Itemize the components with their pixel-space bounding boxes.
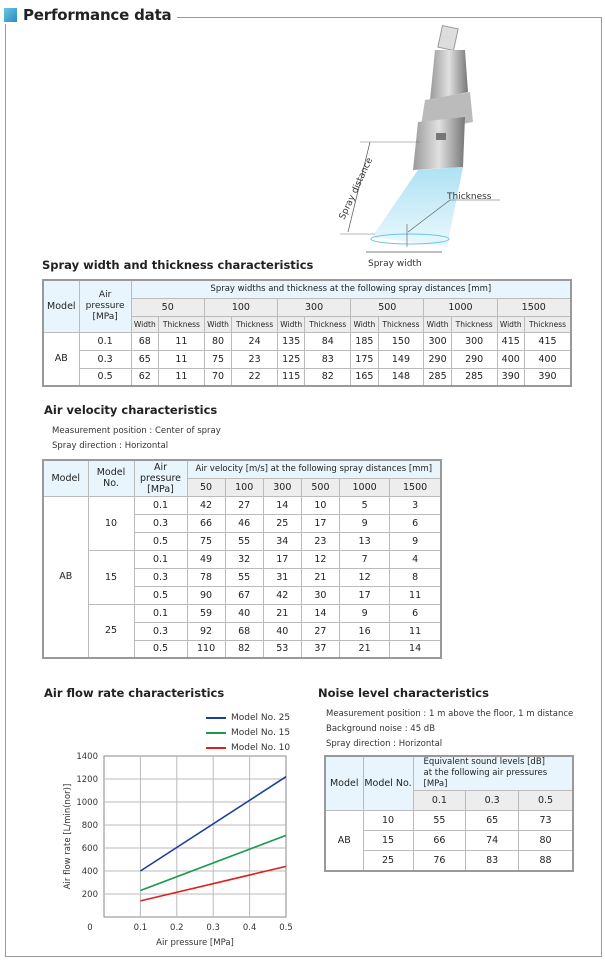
- distance-header: 300: [263, 478, 301, 496]
- value-cell: 14: [263, 496, 301, 514]
- thickness-header: Thickness: [451, 316, 497, 332]
- value-cell: 65: [466, 811, 519, 831]
- value-cell: 42: [263, 586, 301, 604]
- value-cell: 110: [187, 640, 225, 658]
- value-cell: 49: [187, 550, 225, 568]
- value-cell: 7: [340, 550, 390, 568]
- distance-header: 300: [277, 298, 350, 316]
- pressure-header: 0.5: [519, 791, 573, 811]
- width-header: Width: [131, 316, 158, 332]
- value-cell: 17: [301, 514, 339, 532]
- x-tick: 0: [87, 923, 93, 933]
- value-cell: 75: [204, 350, 231, 368]
- value-cell: 83: [305, 350, 351, 368]
- page-header: [4, 6, 177, 24]
- width-header: Width: [497, 316, 524, 332]
- title-rule: [172, 17, 602, 18]
- x-axis-label: Air pressure [MPa]: [156, 938, 234, 948]
- value-cell: 92: [187, 622, 225, 640]
- thickness-header: Thickness: [159, 316, 205, 332]
- value-cell: 400: [497, 350, 524, 368]
- page-title: Performance data: [23, 6, 172, 24]
- header-model: Model: [325, 756, 363, 811]
- distance-header: 1000: [424, 298, 497, 316]
- header-group: Air velocity [m/s] at the following spray distances [mm]: [187, 460, 441, 478]
- value-cell: 175: [351, 350, 378, 368]
- value-cell: 3: [390, 496, 441, 514]
- value-cell: 42: [187, 496, 225, 514]
- table-row: [43, 496, 441, 514]
- value-cell: 46: [225, 514, 263, 532]
- y-tick: 400: [81, 867, 98, 877]
- pressure-cell: 0.3: [79, 350, 131, 368]
- model-cell: AB: [43, 496, 88, 658]
- table-row: [325, 811, 573, 831]
- value-cell: 115: [277, 368, 304, 386]
- value-cell: 165: [351, 368, 378, 386]
- value-cell: 300: [451, 332, 497, 350]
- value-cell: 21: [263, 604, 301, 622]
- table-row: [43, 550, 441, 568]
- value-cell: 185: [351, 332, 378, 350]
- table-row: [43, 350, 571, 368]
- value-cell: 11: [159, 368, 205, 386]
- table-row: [43, 368, 571, 386]
- value-cell: 12: [301, 550, 339, 568]
- value-cell: 66: [413, 831, 466, 851]
- value-cell: 11: [390, 586, 441, 604]
- value-cell: 84: [305, 332, 351, 350]
- pressure-cell: 0.5: [134, 586, 187, 604]
- value-cell: 27: [225, 496, 263, 514]
- pressure-header: 0.3: [466, 791, 519, 811]
- value-cell: 125: [277, 350, 304, 368]
- distance-header: 1500: [497, 298, 571, 316]
- value-cell: 400: [524, 350, 571, 368]
- value-cell: 88: [519, 851, 573, 871]
- note-spray-direction: Spray direction : Horizontal: [52, 441, 169, 451]
- value-cell: 285: [424, 368, 451, 386]
- value-cell: 390: [524, 368, 571, 386]
- value-cell: 27: [301, 622, 339, 640]
- noise-table: [324, 755, 574, 872]
- header-model-no: Model No.: [363, 756, 413, 811]
- value-cell: 415: [524, 332, 571, 350]
- header-group: Equivalent sound levels [dB] at the following air pressures [MPa]: [413, 756, 573, 791]
- value-cell: 59: [187, 604, 225, 622]
- y-axis-label: Air flow rate [L/min(nor)]: [63, 783, 73, 890]
- label-spray-distance: Spray distance: [337, 156, 376, 222]
- pressure-cell: 0.5: [79, 368, 131, 386]
- y-tick: 1000: [76, 798, 98, 808]
- value-cell: 55: [225, 568, 263, 586]
- model-no-cell: 25: [363, 851, 413, 871]
- value-cell: 55: [225, 532, 263, 550]
- value-cell: 24: [232, 332, 278, 350]
- x-tick: 0.3: [206, 923, 220, 933]
- pressure-header: 0.1: [413, 791, 466, 811]
- value-cell: 150: [378, 332, 424, 350]
- nozzle-diagram: [330, 22, 530, 272]
- value-cell: 68: [225, 622, 263, 640]
- thickness-header: Thickness: [305, 316, 351, 332]
- value-cell: 9: [340, 604, 390, 622]
- table-row: [325, 831, 573, 851]
- section-title-air-velocity: Air velocity characteristics: [44, 403, 218, 417]
- section-square-icon: [4, 8, 17, 22]
- model-no-cell: 10: [88, 496, 134, 550]
- distance-header: 100: [204, 298, 277, 316]
- y-tick: 1400: [76, 752, 98, 762]
- distance-header: 1500: [390, 478, 441, 496]
- value-cell: 70: [204, 368, 231, 386]
- table-row: [43, 604, 441, 622]
- value-cell: 30: [301, 586, 339, 604]
- value-cell: 66: [187, 514, 225, 532]
- section-title-noise: Noise level characteristics: [318, 686, 489, 700]
- width-header: Width: [351, 316, 378, 332]
- value-cell: 148: [378, 368, 424, 386]
- thickness-header: Thickness: [378, 316, 424, 332]
- value-cell: 14: [390, 640, 441, 658]
- value-cell: 11: [390, 622, 441, 640]
- pressure-cell: 0.3: [134, 514, 187, 532]
- value-cell: 67: [225, 586, 263, 604]
- pressure-cell: 0.1: [134, 550, 187, 568]
- value-cell: 53: [263, 640, 301, 658]
- value-cell: 34: [263, 532, 301, 550]
- value-cell: 40: [263, 622, 301, 640]
- distance-header: 1000: [340, 478, 390, 496]
- value-cell: 68: [131, 332, 158, 350]
- value-cell: 290: [451, 350, 497, 368]
- value-cell: 55: [413, 811, 466, 831]
- value-cell: 17: [263, 550, 301, 568]
- legend-line-icon: [206, 732, 226, 734]
- pressure-cell: 0.5: [134, 640, 187, 658]
- model-no-cell: 25: [88, 604, 134, 658]
- value-cell: 23: [232, 350, 278, 368]
- thickness-header: Thickness: [524, 316, 571, 332]
- header-model: Model: [43, 460, 88, 496]
- value-cell: 40: [225, 604, 263, 622]
- pressure-cell: 0.3: [134, 622, 187, 640]
- label-thickness: Thickness: [447, 192, 492, 202]
- pressure-cell: 0.1: [79, 332, 131, 350]
- value-cell: 14: [301, 604, 339, 622]
- value-cell: 390: [497, 368, 524, 386]
- y-tick: 200: [81, 890, 98, 900]
- value-cell: 11: [159, 350, 205, 368]
- value-cell: 21: [340, 640, 390, 658]
- air-flow-chart: [58, 750, 303, 950]
- legend-line-icon: [206, 717, 226, 719]
- pressure-cell: 0.5: [134, 532, 187, 550]
- distance-header: 50: [187, 478, 225, 496]
- model-cell: AB: [43, 332, 79, 386]
- legend-item-25: Model No. 25: [206, 710, 290, 725]
- header-air-pressure: Air pressure [MPa]: [79, 280, 131, 332]
- value-cell: 415: [497, 332, 524, 350]
- value-cell: 90: [187, 586, 225, 604]
- value-cell: 8: [390, 568, 441, 586]
- value-cell: 149: [378, 350, 424, 368]
- distance-header: 100: [225, 478, 263, 496]
- section-title-spray-width: Spray width and thickness characteristics: [42, 258, 314, 272]
- value-cell: 12: [340, 568, 390, 586]
- value-cell: 16: [340, 622, 390, 640]
- width-header: Width: [424, 316, 451, 332]
- value-cell: 9: [340, 514, 390, 532]
- distance-header: 500: [351, 298, 424, 316]
- section-title-air-flow: Air flow rate characteristics: [44, 686, 225, 700]
- value-cell: 10: [301, 496, 339, 514]
- value-cell: 76: [413, 851, 466, 871]
- value-cell: 75: [187, 532, 225, 550]
- value-cell: 22: [232, 368, 278, 386]
- x-tick: 0.4: [242, 923, 257, 933]
- distance-header: 500: [301, 478, 339, 496]
- value-cell: 37: [301, 640, 339, 658]
- value-cell: 6: [390, 514, 441, 532]
- value-cell: 4: [390, 550, 441, 568]
- x-tick: 0.1: [133, 923, 148, 933]
- air-velocity-table: [42, 459, 442, 659]
- value-cell: 62: [131, 368, 158, 386]
- value-cell: 31: [263, 568, 301, 586]
- note-spray-direction: Spray direction : Horizontal: [326, 739, 443, 749]
- x-tick: 0.2: [170, 923, 184, 933]
- legend-item-10: Model No. 10: [206, 740, 290, 755]
- label-spray-width: Spray width: [368, 259, 422, 269]
- value-cell: 73: [519, 811, 573, 831]
- value-cell: 78: [187, 568, 225, 586]
- thickness-header: Thickness: [232, 316, 278, 332]
- value-cell: 83: [466, 851, 519, 871]
- value-cell: 11: [159, 332, 205, 350]
- header-model-no: Model No.: [88, 460, 134, 496]
- width-header: Width: [277, 316, 304, 332]
- pressure-cell: 0.1: [134, 496, 187, 514]
- value-cell: 21: [301, 568, 339, 586]
- y-tick: 600: [81, 844, 98, 854]
- legend-line-icon: [206, 747, 226, 749]
- value-cell: 23: [301, 532, 339, 550]
- note-measurement-position: Measurement position : Center of spray: [52, 426, 221, 436]
- y-tick: 800: [81, 821, 98, 831]
- value-cell: 17: [340, 586, 390, 604]
- value-cell: 32: [225, 550, 263, 568]
- value-cell: 6: [390, 604, 441, 622]
- model-no-cell: 15: [363, 831, 413, 851]
- value-cell: 74: [466, 831, 519, 851]
- pressure-cell: 0.1: [134, 604, 187, 622]
- model-no-cell: 15: [88, 550, 134, 604]
- value-cell: 285: [451, 368, 497, 386]
- spray-width-table: [42, 279, 572, 387]
- value-cell: 82: [225, 640, 263, 658]
- width-header: Width: [204, 316, 231, 332]
- table-row: [43, 332, 571, 350]
- value-cell: 290: [424, 350, 451, 368]
- header-model: Model: [43, 280, 79, 332]
- value-cell: 135: [277, 332, 304, 350]
- value-cell: 13: [340, 532, 390, 550]
- x-tick: 0.5: [279, 923, 293, 933]
- value-cell: 300: [424, 332, 451, 350]
- header-air-pressure: Air pressure [MPa]: [134, 460, 187, 496]
- note-measurement-position: Measurement position : 1 m above the floor, 1 m distance: [326, 709, 574, 719]
- value-cell: 80: [519, 831, 573, 851]
- model-no-cell: 10: [363, 811, 413, 831]
- value-cell: 25: [263, 514, 301, 532]
- y-tick: 1200: [76, 775, 98, 785]
- header-group: Spray widths and thickness at the following spray distances [mm]: [131, 280, 571, 298]
- pressure-cell: 0.3: [134, 568, 187, 586]
- value-cell: 80: [204, 332, 231, 350]
- value-cell: 82: [305, 368, 351, 386]
- table-row: [325, 851, 573, 871]
- distance-header: 50: [131, 298, 204, 316]
- legend-item-15: Model No. 15: [206, 725, 290, 740]
- note-background-noise: Background noise : 45 dB: [326, 724, 436, 734]
- value-cell: 5: [340, 496, 390, 514]
- chart-legend: [206, 710, 290, 755]
- value-cell: 9: [390, 532, 441, 550]
- value-cell: 65: [131, 350, 158, 368]
- model-cell: AB: [325, 811, 363, 871]
